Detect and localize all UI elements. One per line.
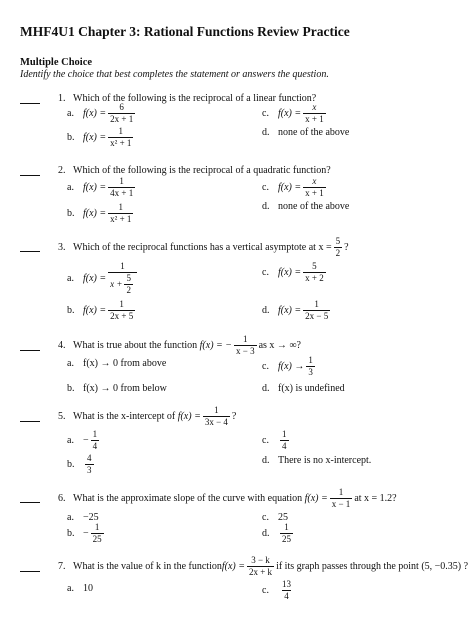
q4-option-a[interactable]: a. f(x) → 0 from above (67, 358, 167, 369)
q5-option-b[interactable]: b. $\frac{4}{3}$ (67, 453, 92, 475)
question-5: 5. What is the x-intercept of f(x) = $\frac{1}{3x - 4}$ ? (58, 405, 237, 427)
question-2: 2. Which of the following is the reciprocal of a quadratic function? (58, 165, 331, 176)
answer-blank-2[interactable] (20, 175, 40, 176)
instructions: Identify the choice that best completes the statement or answers the question. (20, 69, 329, 80)
question-3: 3. Which of the reciprocal functions has a vertical asymptote at x = $\frac{5}{2}$ ? (58, 236, 349, 258)
q1-option-a[interactable]: a. f(x) = $\frac{6}{2x + 1}$ (67, 102, 134, 124)
q3-option-b[interactable]: b. f(x) = $\frac{1}{2x + 5}$ (67, 299, 134, 321)
q2-option-a[interactable]: a. f(x) = $\frac{1}{4x + 1}$ (67, 176, 134, 198)
q1-option-b[interactable]: b. f(x) = $\frac{1}{\text{x² + 1}}$ (67, 126, 132, 148)
question-7: 7. What is the value of k in the function f(x) = $\frac{3 - k}{2x + k}$ if its graph passes through the point (5, −0.35) ? (58, 555, 469, 577)
q4-option-c[interactable]: c. f(x) → $\frac{1}{3}$ (262, 355, 313, 377)
answer-blank-3[interactable] (20, 251, 40, 252)
q7-option-c[interactable]: c. $\frac{13}{4}$ (262, 579, 291, 601)
answer-blank-7[interactable] (20, 571, 40, 572)
q3-option-a[interactable]: a. f(x) = 1 x + $\frac{5}{2}$ (67, 262, 139, 295)
q6-option-a[interactable]: a. −25 (67, 512, 99, 523)
q1-option-c[interactable]: c. f(x) = $\frac{x}{x + 1}$ (262, 102, 324, 124)
q2-option-d[interactable]: d. none of the above (262, 201, 350, 212)
q3-option-c[interactable]: c. f(x) = $\frac{5}{x + 2}$ (262, 261, 324, 283)
q4-option-d[interactable]: d. f(x) is undefined (262, 383, 345, 394)
q2-option-c[interactable]: c. f(x) = $\frac{x}{x + 1}$ (262, 176, 324, 198)
q5-option-a[interactable]: a. − $\frac{1}{4}$ (67, 429, 98, 451)
question-6: 6. What is the approximate slope of the curve with equation f(x) = $\frac{1}{x - 1}$ at x = 1.2? (58, 487, 397, 509)
question-1: 1. Which of the following is the reciprocal of a linear function? (58, 93, 317, 104)
section-heading: Multiple Choice (20, 57, 93, 68)
q5-option-d[interactable]: d. There is no x-intercept. (262, 455, 372, 466)
q2-option-b[interactable]: b. f(x) = $\frac{1}{\text{x² + 1}}$ (67, 202, 132, 224)
answer-blank-1[interactable] (20, 103, 40, 104)
answer-blank-6[interactable] (20, 502, 40, 503)
question-4: 4. What is true about the function f(x) = − $\frac{1}{x - 3}$ as x → ∞? (58, 334, 301, 356)
q4-option-b[interactable]: b. f(x) → 0 from below (67, 383, 167, 394)
q1-option-d[interactable]: d. none of the above (262, 127, 350, 138)
q6-option-c[interactable]: c. 25 (262, 512, 288, 523)
q5-option-c[interactable]: c. $\frac{1}{4}$ (262, 429, 287, 451)
answer-blank-4[interactable] (20, 350, 40, 351)
q6-option-b[interactable]: b. − $\frac{1}{25}$ (67, 522, 102, 544)
q6-option-d[interactable]: d. $\frac{1}{25}$ (262, 522, 291, 544)
answer-blank-5[interactable] (20, 421, 40, 422)
page-title: MHF4U1 Chapter 3: Rational Functions Review Practice (20, 24, 350, 39)
q7-option-a[interactable]: a. 10 (67, 583, 93, 594)
q3-option-d[interactable]: d. f(x) = $\frac{1}{2x - 5}$ (262, 299, 329, 321)
